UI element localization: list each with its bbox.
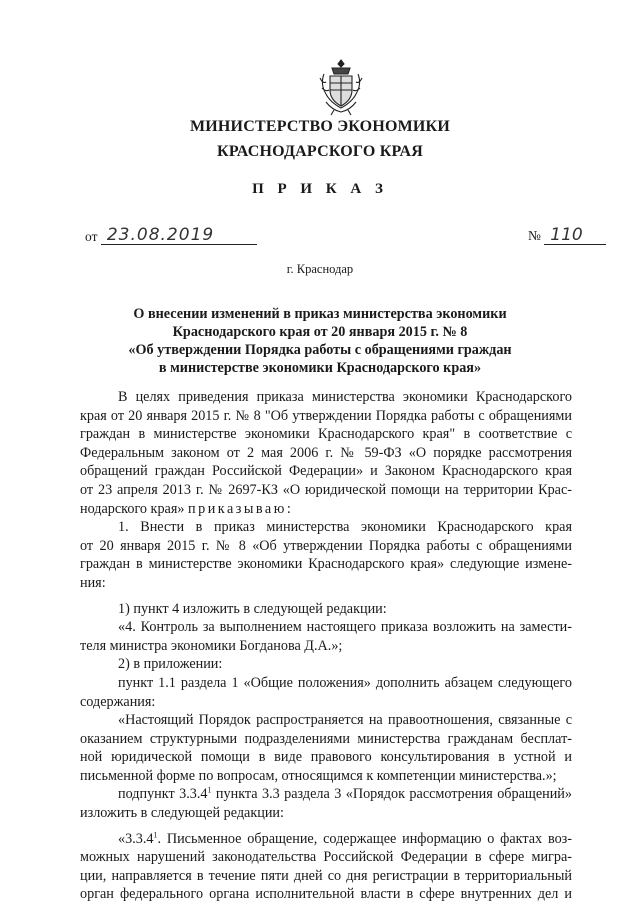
ministry-name-line1: МИНИСТЕРСТВО ЭКОНОМИКИ [189,118,451,135]
text-line: «4. Контроль за выполнением настоящего приказа возложить на замести- [118,619,572,636]
title-line: «Об утверждении Порядка работы с обращениями граждан [128,342,512,358]
text-fragment: пункта 3.3 раздела 3 «Порядок рассмотрения обращений» [211,786,572,803]
text-line: В целях приведения приказа министерства экономики Краснодарского [118,389,572,405]
ministry-name-line2: КРАСНОДАРСКОГО КРАЯ [217,143,423,160]
text-line: изложить в следующей редакции: [80,805,284,822]
text-fragment: подпункт 3.3.4 [118,786,208,803]
city-line: г. Краснодар [286,262,354,276]
handwritten-date: 23.08.2019 [101,226,257,245]
text-line: 1) пункт 4 изложить в следующей редакции: [118,600,387,617]
text-line: края от 20 января 2015 г. № 8 "Об утверждении Порядка работы с обращениями [80,407,572,424]
text-line: ной юридической помощи в виде правового консультирования в устной и [80,749,572,766]
text-line: оказанием структурными подразделениями министерства гражданам бесплат- [80,730,572,747]
text-line: Федеральным законом от 2 мая 2006 г. № 59-ФЗ «О порядке рассмотрения [80,444,572,461]
superscript: 1 [207,785,212,795]
number-prefix: № [528,228,541,243]
text-line: от 23 апреля 2013 г. № 2697-КЗ «О юридической помощи на территории Крас- [80,481,572,498]
text-line: «Настоящий Порядок распространяется на правоотношения, связанные с [118,712,572,729]
text-line: граждан в министерстве экономики Краснодарского края» следующие измене- [80,556,572,573]
title-line: О внесении изменений в приказ министерства экономики [133,306,507,322]
date-field [85,226,257,245]
text-line: 1. Внести в приказ министерства экономики Краснодарского края [118,519,572,536]
text-line [80,830,572,849]
handwritten-number: 110 [544,226,606,245]
text-line [80,500,572,519]
text-fragment: нодарского края» [80,500,185,517]
text-line: обращений граждан Российской Федерации» и Законом Краснодарского края [80,463,572,480]
paragraph-item-1 [80,518,572,592]
paragraph-subitem-3-3-4 [80,785,572,822]
paragraph-preamble [80,388,572,518]
coat-of-arms-emblem [318,58,364,116]
text-line: орган федерального органа исполнительной власти в сфере внутренних дел и [80,886,572,903]
order-body [80,388,572,904]
paragraph-quote-4 [80,618,572,655]
text-fragment: . Письменное обращение, содержащее информацию о фактах воз- [157,830,572,847]
order-directive: приказываю: [188,500,294,517]
paragraph-quote-3-3-4 [80,830,572,904]
date-prefix: от [85,229,98,244]
paragraph-quote-scope [80,711,572,785]
document-type: П Р И К А З [252,181,388,197]
text-line: от 20 января 2015 г. № 8 «Об утверждении Порядка работы с обращениями [80,537,572,554]
text-line [80,785,572,804]
order-title [80,305,560,377]
text-line: ния: [80,574,106,591]
title-line: в министерстве экономики Краснодарского края» [158,360,482,376]
text-line: содержания: [80,693,156,710]
text-fragment: «3.3.4 [118,830,154,847]
text-line: можных нарушений законодательства Российской Федерации в сфере мигра- [80,849,572,866]
text-line: теля министра экономики Богданова Д.А.»; [80,637,343,654]
superscript: 1 [153,829,158,839]
number-field [528,226,606,245]
text-line: ции, направляется в течение пяти дней со дня регистрации в территориальный [80,867,572,884]
title-line: Краснодарского края от 20 января 2015 г. № 8 [172,324,468,340]
text-line: граждан в министерстве экономики Краснодарского края" в соответствие с [80,426,572,443]
text-line: 2) в приложении: [118,656,223,673]
text-line: письменной форме по вопросам, относящимся к компетенции министерства.»; [80,767,557,784]
text-line: пункт 1.1 раздела 1 «Общие положения» дополнить абзацем следующего [118,674,572,691]
paragraph-item-1-1 [80,674,572,711]
